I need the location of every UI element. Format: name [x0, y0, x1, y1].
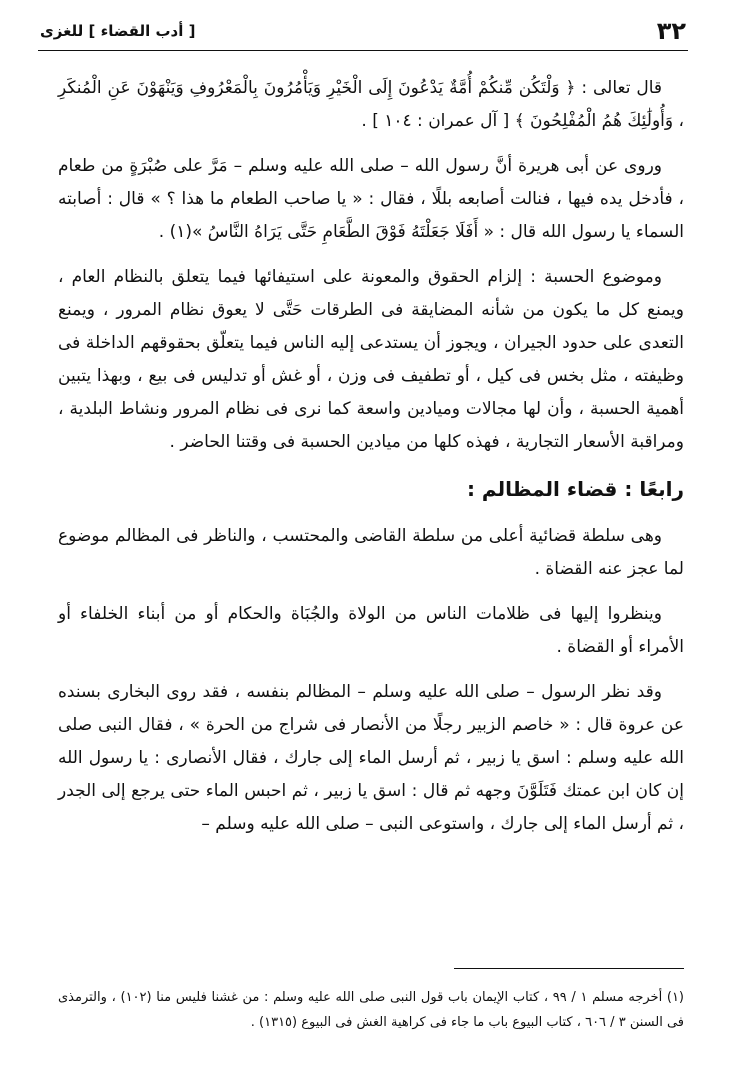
paragraph-mazalim-scope: وينظروا إليها فى ظلامات الناس من الولاة والجُبَاة والحكام أو من أبناء الخلفاء أو الأمراء أو القضاة . [58, 604, 684, 657]
paragraph-hisba-subject: وموضوع الحسبة : إلزام الحقوق والمعونة على استيفائها فيما يتعلق بالنظام العام ، ويمنع كل ما يكون من شأنه المضايقة فى الطرقات حَتَّى لا يعوق نظام المرور ، ويمنع التعدى على حدود الجيران ، ويجوز أن يستدعى إليه الناس فيما يتعلّق بحقوقهم الداخلة فى وظيفته ، مثل بخس فى كيل ، أو تطفيف فى وزن ، أو غش أو تدليس فى بيع ، وبهذا يتبين أهمية الحسبة ، وأن لها مجالات وميادين واسعة كما نرى فى نظام المرور ونشاط البلدية ، ومراقبة الأسعار التجارية ، فهذه كلها من ميادين الحسبة فى وقتنا الحاضر . [58, 267, 684, 452]
paragraph-prophet-mazalim: وقد نظر الرسول – صلى الله عليه وسلم – المظالم بنفسه ، فقد روى البخارى بسنده عن عروة قال : « خاصم الزبير رجلًا من الأنصار فى شراج من الحرة » ، فقال النبى صلى الله عليه وسلم : اسق يا زبير ، ثم أرسل الماء إلى جارك ، فقال الأنصارى : يا رسول الله إن كان ابن عمتك فَتَلَوَّنَ وجهه ثم قال : اسق يا زبير ، ثم احبس الماء حتى يرجع إلى الجدر ، ثم أرسل الماء إلى جارك ، واستوعى النبى – صلى الله عليه وسلم – [58, 682, 684, 834]
section-heading: رابعًا : قضاء المظالم : [466, 477, 684, 501]
page-number: ٣٢ [656, 17, 686, 45]
paragraph-hadith: وروى عن أبى هريرة أنَّ رسول الله – صلى الله عليه وسلم – مَرَّ على صُبْرَةٍ من طعام ، فأدخل يده فيها ، فنالت أصابعه بللًا ، فقال : « يا صاحب الطعام ما هذا ؟ » قال : أصابته السماء يا رسول الله قال : « أَفَلَا جَعَلْتَهُ فَوْقَ الطَّعَامِ حَتَّى يَرَاهُ النَّاسُ »(١) . [58, 156, 684, 242]
paragraph-quran-verse: قال تعالى : ﴿ وَلْتَكُن مِّنكُمْ أُمَّةٌ يَدْعُونَ إِلَى الْخَيْرِ وَيَأْمُرُونَ بِالْمَعْرُوفِ وَيَنْهَوْنَ عَنِ الْمُنكَرِ ، وَأُولَٰئِكَ هُمُ الْمُفْلِحُونَ ﴾ [ آل عمران : ١٠٤ ] . [58, 78, 684, 131]
page-header [40, 14, 686, 48]
footnote-divider [454, 968, 684, 969]
paragraph-mazalim-definition: وهى سلطة قضائية أعلى من سلطة القاضى والمحتسب ، والناظر فى المظالم موضوع لما عجز عنه القضاة . [58, 526, 684, 579]
footnote: (١) أخرجه مسلم ١ / ٩٩ ، كتاب الإيمان باب قول النبى صلى الله عليه وسلم : من غشنا فليس منا (١٠٢) ، والترمذى فى السنن ٣ / ٦٠٦ ، كتاب البيوع باب ما جاء فى كراهية الغش فى البيوع (١٣١٥) . [58, 990, 684, 1030]
header-divider [38, 50, 688, 51]
running-title: [ أدب القضاء ] للغزى [40, 22, 196, 40]
body-text [58, 72, 684, 853]
